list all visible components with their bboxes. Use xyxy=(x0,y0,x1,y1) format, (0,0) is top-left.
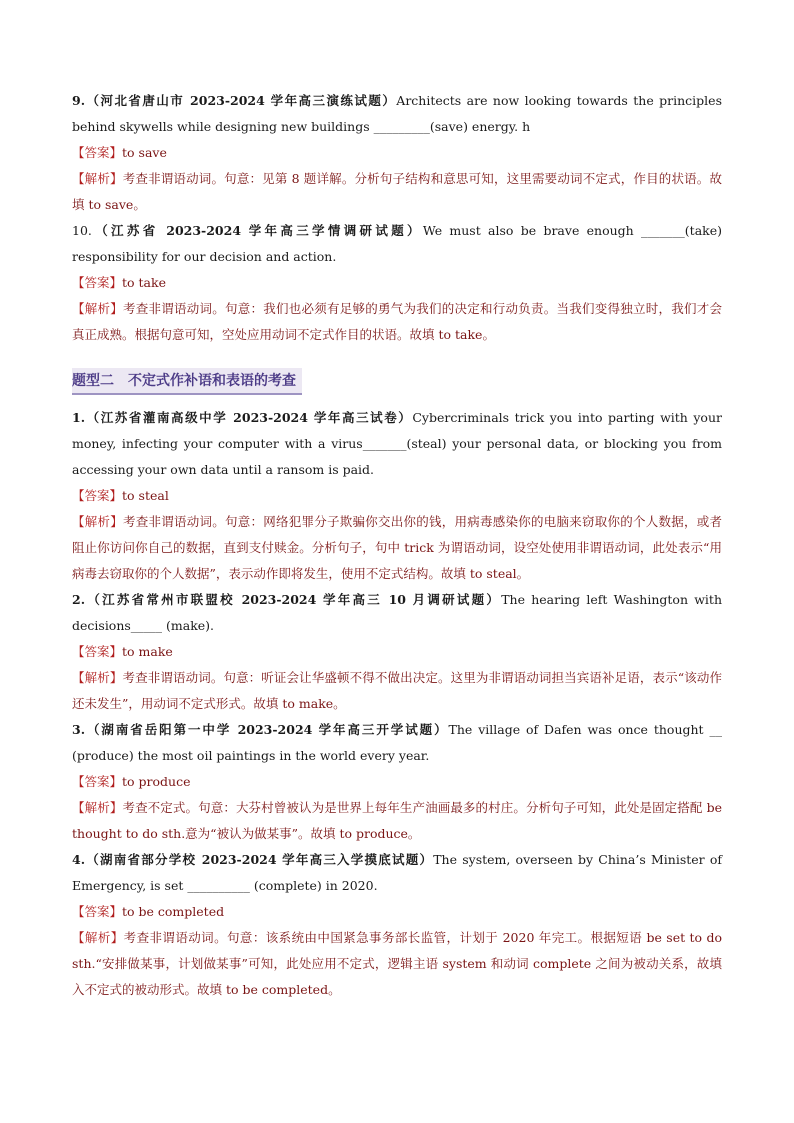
question-number: 3. xyxy=(72,722,86,737)
question-text xyxy=(72,88,722,140)
question-item-2 xyxy=(72,587,722,717)
question-source: （江苏省 2023-2024 学年高三学情调研试题） xyxy=(91,223,423,238)
document-page xyxy=(72,88,722,1003)
answer-tag: 【答案】 xyxy=(72,774,123,789)
question-source: （江苏省常州市联盟校 2023-2024 学年高三 10 月调研试题） xyxy=(85,592,502,607)
answer-tag: 【答案】 xyxy=(72,145,123,160)
answer-text: to take xyxy=(122,275,166,290)
question-number: 2. xyxy=(72,592,86,607)
question-item-10 xyxy=(72,218,722,348)
question-body: We must also be brave enough _______(take) responsibility for our decision and action. xyxy=(72,223,722,264)
explanation-line xyxy=(72,166,722,218)
explanation-line xyxy=(72,795,722,847)
explanation-line xyxy=(72,665,722,717)
explanation-tag: 【解析】 xyxy=(72,171,123,186)
explanation-text: 考查非谓语动词。句意：见第 8 题详解。分析句子结构和意思可知，这里需要动词不定式，作目的状语。故填 to save。 xyxy=(72,171,722,212)
answer-tag: 【答案】 xyxy=(72,488,123,503)
explanation-text: 考查不定式。句意：大芬村曾被认为是世界上每年生产油画最多的村庄。分析句子可知，此处是固定搭配 be thought to do sth.意为“被认为做某事”。故填 to produce。 xyxy=(72,800,722,841)
answer-tag: 【答案】 xyxy=(72,644,123,659)
question-item-9 xyxy=(72,88,722,218)
answer-line xyxy=(72,899,722,925)
question-text xyxy=(72,587,722,639)
explanation-text: 考查非谓语动词。句意：该系统由中国紧急事务部长监管，计划于 2020 年完工。根据短语 be set to do sth.“安排做某事，计划做某事”可知，此处应用不定式，逻辑主语 system 和动词 complete 之间为被动关系，故填入不定式的被动形式。故填 to be completed。 xyxy=(72,930,722,997)
explanation-line xyxy=(72,509,722,587)
question-source: （江苏省灌南高级中学 2023-2024 学年高三试卷） xyxy=(85,410,413,425)
answer-line xyxy=(72,270,722,296)
question-source: （湖南省岳阳第一中学 2023-2024 学年高三开学试题） xyxy=(85,722,449,737)
question-body: Cybercriminals trick you into parting with your money, infecting your computer with a virus_______(steal) your personal data, or blocking you from accessing your own data until a ransom is paid. xyxy=(72,410,722,477)
question-number: 4. xyxy=(72,852,86,867)
question-number: 1. xyxy=(72,410,86,425)
answer-line xyxy=(72,140,722,166)
answer-text: to produce xyxy=(122,774,191,789)
question-item-1 xyxy=(72,405,722,587)
explanation-tag: 【解析】 xyxy=(72,930,124,945)
question-number: 10. xyxy=(72,223,92,238)
explanation-line xyxy=(72,925,722,1003)
explanation-tag: 【解析】 xyxy=(72,670,123,685)
answer-text: to steal xyxy=(122,488,169,503)
explanation-tag: 【解析】 xyxy=(72,514,123,529)
question-body: The village of Dafen was once thought __ (produce) the most oil paintings in the world every year. xyxy=(72,722,722,763)
explanation-text: 考查非谓语动词。句意：我们也必须有足够的勇气为我们的决定和行动负责。当我们变得独立时，我们才会真正成熟。根据句意可知，空处应用动词不定式作目的状语。故填 to take。 xyxy=(72,301,722,342)
question-body: Architects are now looking towards the principles behind skywells while designing new buildings _________(save) energy. h xyxy=(72,93,722,134)
answer-line xyxy=(72,483,722,509)
answer-text: to be completed xyxy=(122,904,225,919)
answer-text: to save xyxy=(122,145,167,160)
question-text xyxy=(72,717,722,769)
question-item-3 xyxy=(72,717,722,847)
question-body: The system, overseen by China’s Minister of Emergency, is set __________ (complete) in 2020. xyxy=(72,852,722,893)
answer-line xyxy=(72,769,722,795)
section-title: 题型二 不定式作补语和表语的考查 xyxy=(72,368,302,395)
question-source: （河北省唐山市 2023-2024 学年高三演练试题） xyxy=(85,93,397,108)
answer-tag: 【答案】 xyxy=(72,904,123,919)
explanation-line xyxy=(72,296,722,348)
answer-line xyxy=(72,639,722,665)
question-item-4 xyxy=(72,847,722,1003)
answer-text: to make xyxy=(122,644,173,659)
explanation-tag: 【解析】 xyxy=(72,800,123,815)
answer-tag: 【答案】 xyxy=(72,275,123,290)
question-number: 9. xyxy=(72,93,86,108)
explanation-text: 考查非谓语动词。句意：听证会让华盛顿不得不做出决定。这里为非谓语动词担当宾语补足语，表示“该动作还未发生”，用动词不定式形式。故填 to make。 xyxy=(72,670,722,711)
question-text xyxy=(72,405,722,483)
question-source: （湖南省部分学校 2023-2024 学年高三入学摸底试题） xyxy=(85,852,434,867)
question-body: The hearing left Washington with decisions_____ (make). xyxy=(72,592,723,633)
question-text xyxy=(72,218,722,270)
question-text xyxy=(72,847,722,899)
explanation-tag: 【解析】 xyxy=(72,301,123,316)
explanation-text: 考查非谓语动词。句意：网络犯罪分子欺骗你交出你的钱，用病毒感染你的电脑来窃取你的个人数据，或者阻止你访问你自己的数据，直到支付赎金。分析句子，句中 trick 为谓语动词，设空处使用非谓语动词，此处表示“用病毒去窃取你的个人数据”，表示动作即将发生，使用不定式结构。故填 to steal。 xyxy=(72,514,722,581)
